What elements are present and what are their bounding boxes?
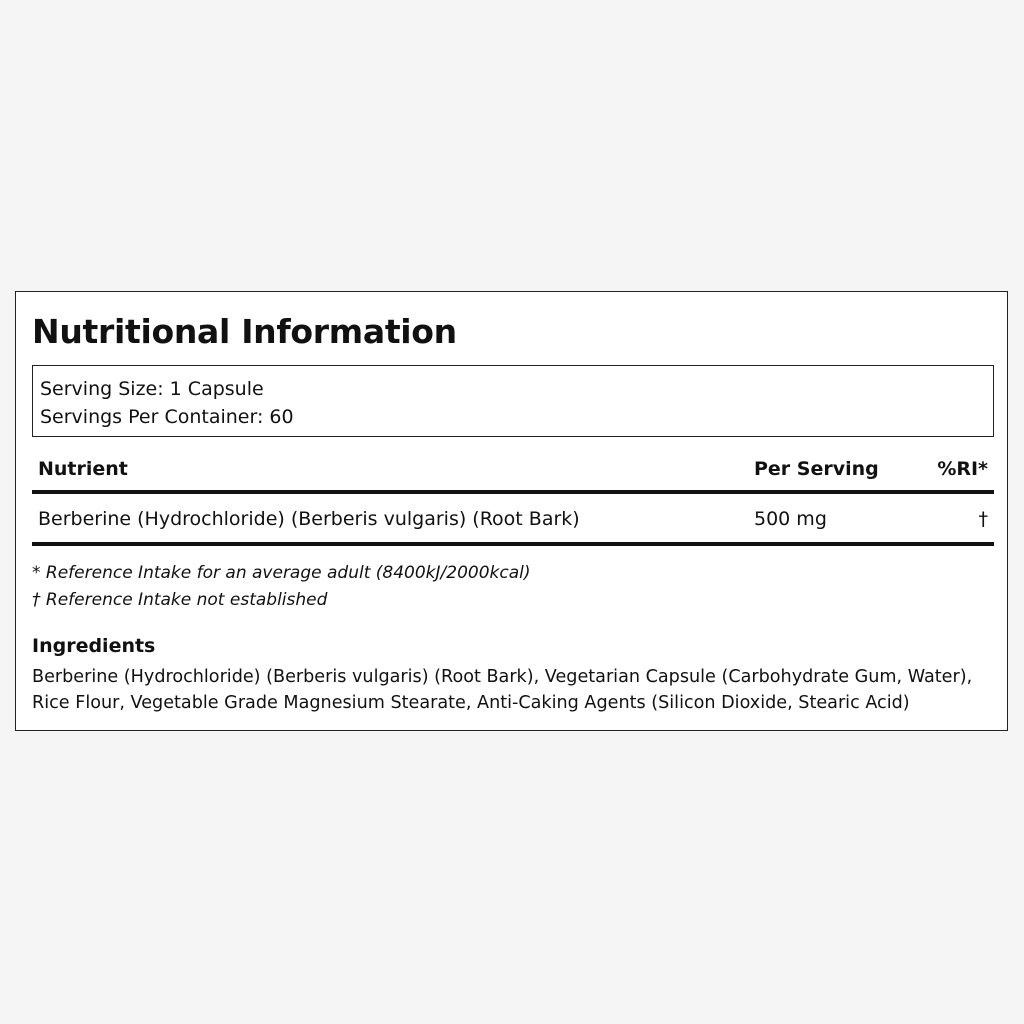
nutrition-label-panel [15, 291, 1008, 731]
servings-per-container: Servings Per Container: 60 [40, 406, 294, 428]
nutrient-per-serving: 500 mg [754, 508, 827, 530]
label-title: Nutritional Information [32, 312, 457, 351]
ingredients-text: Berberine (Hydrochloride) (Berberis vulgaris) (Root Bark), Vegetarian Capsule (Carbohydrate Gum, Water), Rice Flour, Vegetable Grade Magnesium Stearate, Anti-Caking Agents (Silicon Dioxide, Stearic Acid) [32, 667, 973, 713]
serving-info-box [32, 365, 994, 437]
table-row [32, 494, 994, 546]
footnote-not-established: † Reference Intake not established [32, 590, 328, 610]
serving-size: Serving Size: 1 Capsule [40, 378, 264, 400]
header-nutrient: Nutrient [38, 458, 128, 480]
footnotes [32, 560, 531, 614]
header-per-serving: Per Serving [754, 458, 879, 480]
ingredients-heading: Ingredients [32, 635, 156, 657]
footnote-reference-intake: * Reference Intake for an average adult (8400kJ/2000kcal) [32, 563, 531, 583]
nutrient-ri: † [978, 508, 988, 530]
nutrient-table-header [32, 452, 994, 494]
nutrient-name: Berberine (Hydrochloride) (Berberis vulgaris) (Root Bark) [38, 508, 580, 530]
header-ri: %RI* [937, 458, 988, 480]
